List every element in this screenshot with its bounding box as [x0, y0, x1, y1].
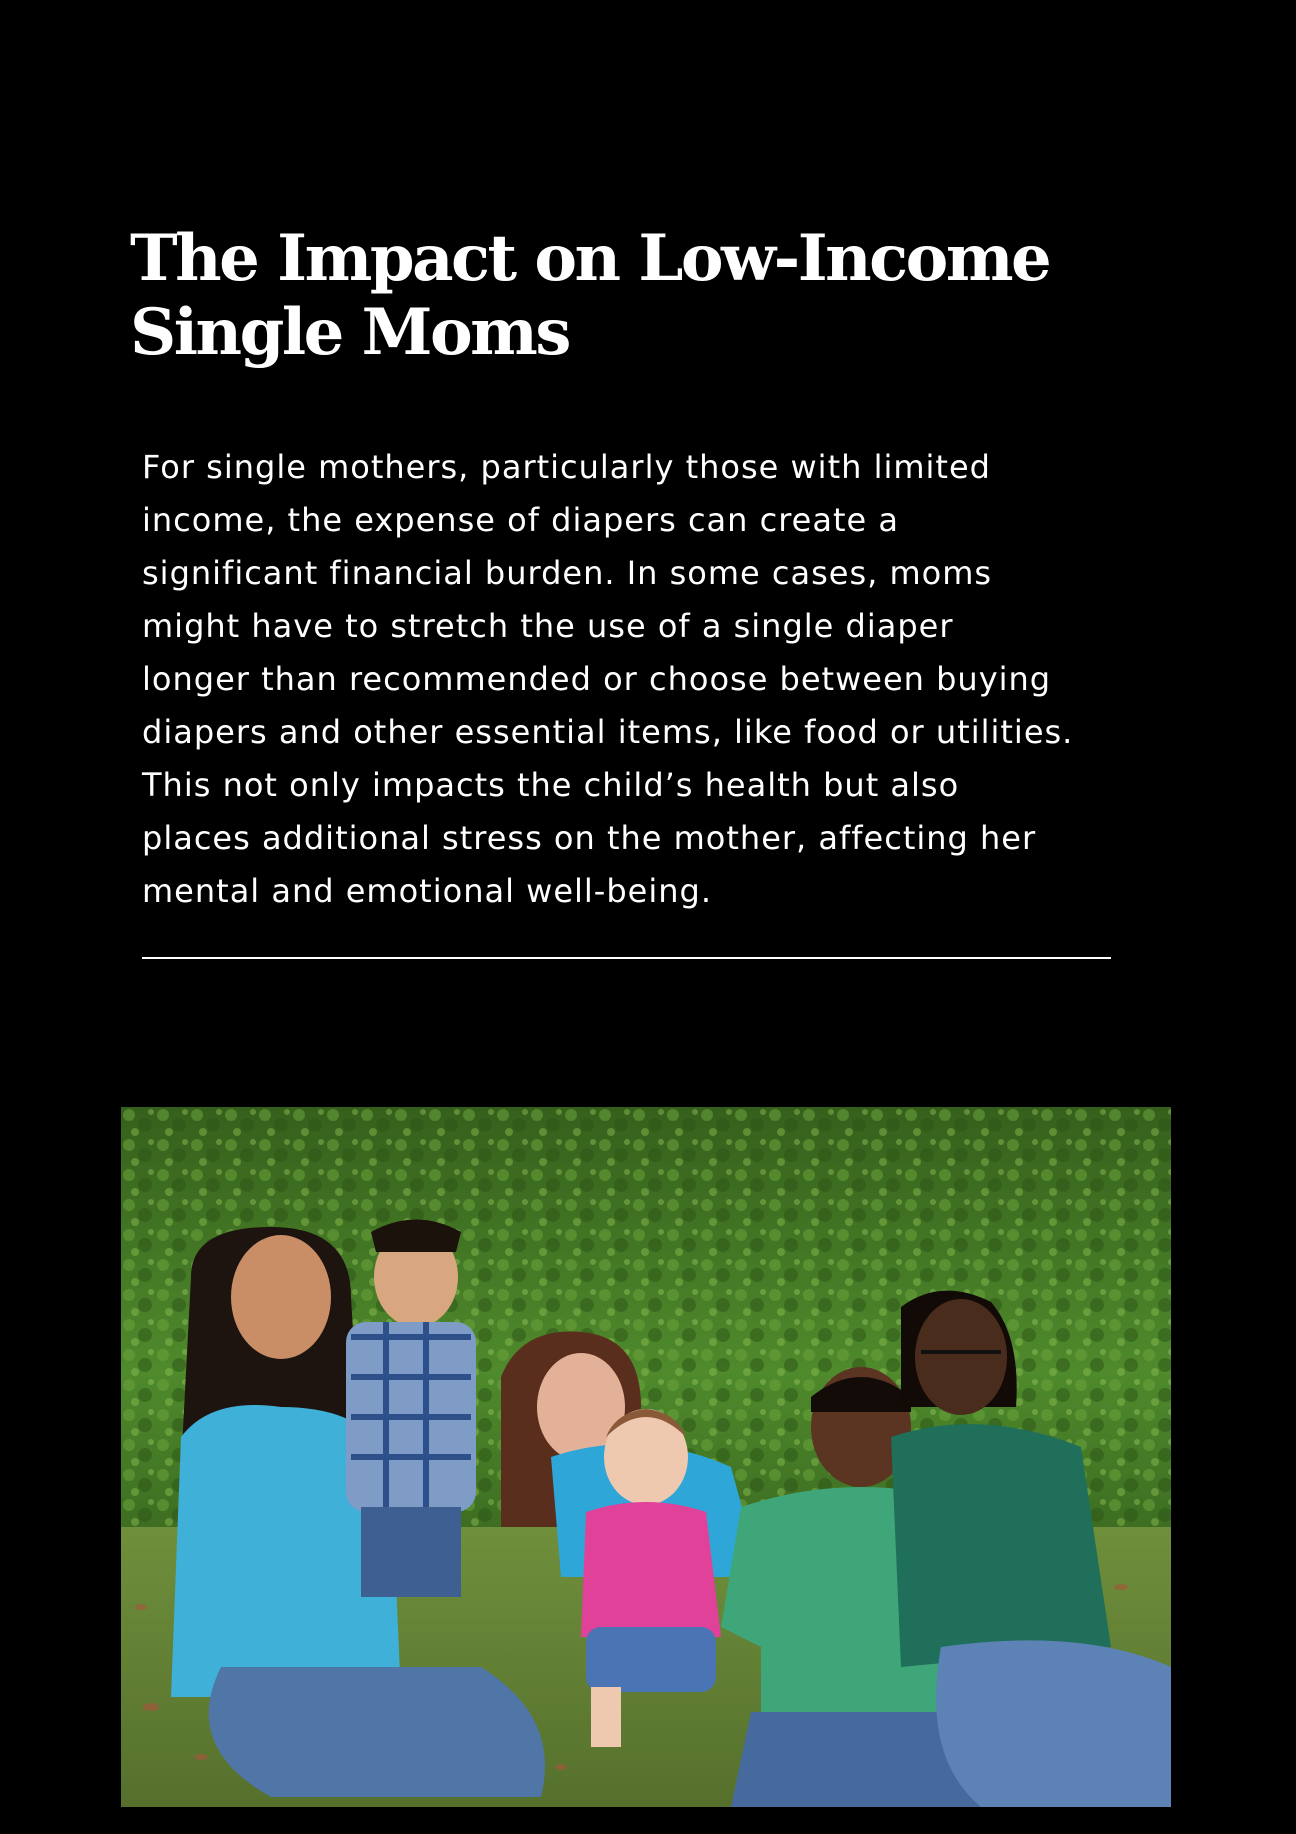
divider-line [142, 957, 1111, 959]
paragraph-line: places additional stress on the mother, affecting her [142, 819, 1037, 857]
family-photo [121, 1107, 1171, 1807]
paragraph-line: significant financial burden. In some cases, moms [142, 554, 993, 592]
paragraph-line: For single mothers, particularly those with limited [142, 448, 991, 486]
title-line-2: Single Moms [130, 295, 569, 370]
body-paragraph [142, 441, 1142, 918]
paragraph-line: income, the expense of diapers can create a [142, 501, 899, 539]
paragraph-line: diapers and other essential items, like food or utilities. [142, 713, 1074, 751]
paragraph-line: mental and emotional well-being. [142, 872, 712, 910]
paragraph-line: longer than recommended or choose between buying [142, 660, 1052, 698]
page-title [130, 222, 1090, 370]
paragraph-line: This not only impacts the child’s health but also [142, 766, 960, 804]
paragraph-line: might have to stretch the use of a single diaper [142, 607, 954, 645]
title-line-1: The Impact on Low-Income [130, 221, 1050, 296]
